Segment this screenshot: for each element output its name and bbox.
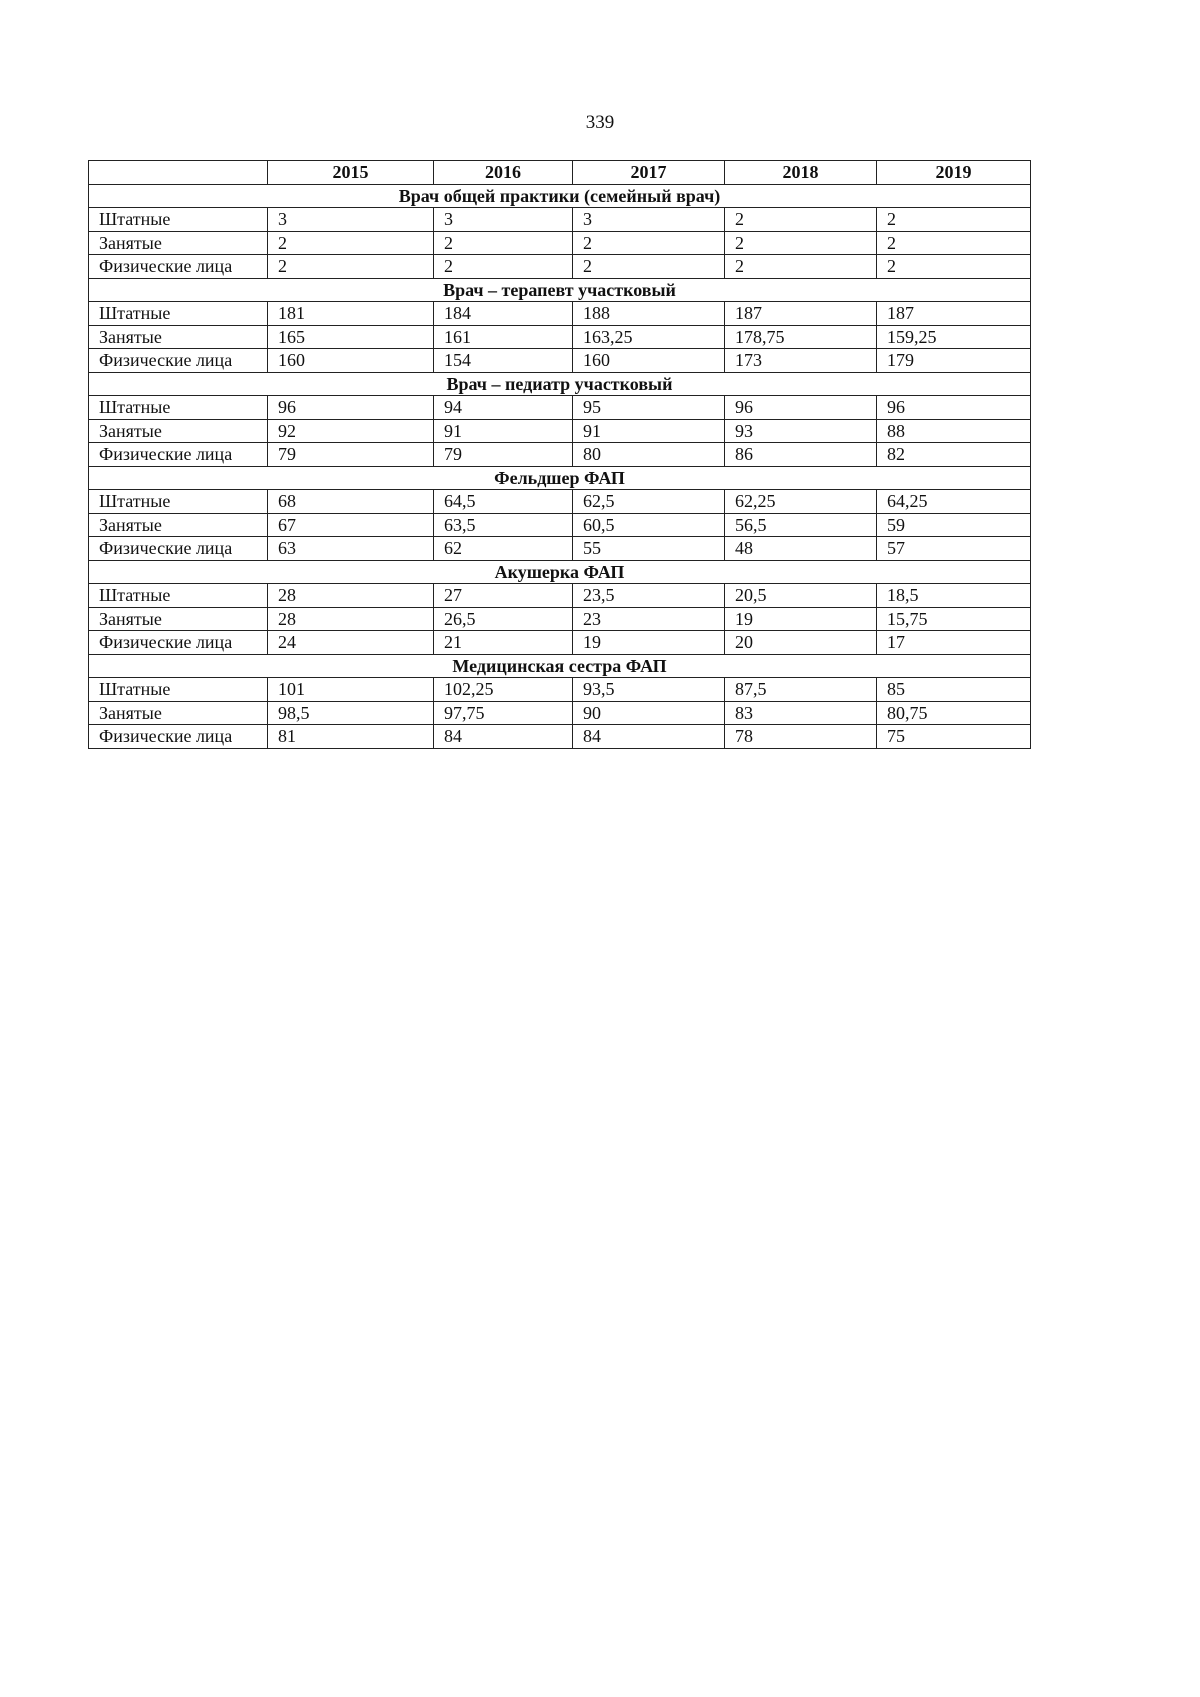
header-corner-cell [89,161,268,185]
table-row [89,208,1031,232]
value-cell: 2 [725,255,877,279]
value-cell: 67 [268,513,434,537]
table-row [89,443,1031,467]
table-header-row [89,161,1031,185]
value-cell: 2 [877,208,1031,232]
value-cell: 91 [434,419,573,443]
value-cell: 23,5 [573,584,725,608]
value-cell: 2 [877,231,1031,255]
value-cell: 62,5 [573,490,725,514]
value-cell: 160 [573,349,725,373]
value-cell: 184 [434,302,573,326]
value-cell: 26,5 [434,607,573,631]
year-header: 2015 [268,161,434,185]
value-cell: 159,25 [877,325,1031,349]
value-cell: 62 [434,537,573,561]
value-cell: 2 [434,231,573,255]
table-row [89,255,1031,279]
row-label: Штатные [89,584,268,608]
section-header-row [89,184,1031,208]
section-header-row [89,654,1031,678]
section-header-row [89,278,1031,302]
table-row [89,231,1031,255]
value-cell: 2 [573,231,725,255]
value-cell: 93 [725,419,877,443]
table-row [89,490,1031,514]
value-cell: 64,25 [877,490,1031,514]
value-cell: 18,5 [877,584,1031,608]
value-cell: 20,5 [725,584,877,608]
value-cell: 2 [268,255,434,279]
value-cell: 96 [877,396,1031,420]
value-cell: 178,75 [725,325,877,349]
table-body [89,184,1031,748]
value-cell: 60,5 [573,513,725,537]
value-cell: 187 [877,302,1031,326]
value-cell: 3 [268,208,434,232]
table-row [89,325,1031,349]
value-cell: 102,25 [434,678,573,702]
table-row [89,584,1031,608]
table-row [89,396,1031,420]
value-cell: 24 [268,631,434,655]
section-title: Фельдшер ФАП [89,466,1031,490]
row-label: Физические лица [89,349,268,373]
table-row [89,302,1031,326]
value-cell: 165 [268,325,434,349]
section-title: Медицинская сестра ФАП [89,654,1031,678]
value-cell: 82 [877,443,1031,467]
table-row [89,701,1031,725]
value-cell: 84 [434,725,573,749]
table-row [89,513,1031,537]
section-title: Врач общей практики (семейный врач) [89,184,1031,208]
page-number: 339 [585,112,615,133]
row-label: Занятые [89,607,268,631]
value-cell: 2 [573,255,725,279]
section-title: Акушерка ФАП [89,560,1031,584]
row-label: Штатные [89,490,268,514]
value-cell: 93,5 [573,678,725,702]
value-cell: 2 [268,231,434,255]
year-header: 2016 [434,161,573,185]
year-header: 2019 [877,161,1031,185]
value-cell: 161 [434,325,573,349]
value-cell: 15,75 [877,607,1031,631]
value-cell: 20 [725,631,877,655]
value-cell: 95 [573,396,725,420]
value-cell: 2 [725,231,877,255]
value-cell: 91 [573,419,725,443]
row-label: Занятые [89,325,268,349]
value-cell: 92 [268,419,434,443]
value-cell: 28 [268,584,434,608]
value-cell: 187 [725,302,877,326]
value-cell: 181 [268,302,434,326]
value-cell: 78 [725,725,877,749]
value-cell: 97,75 [434,701,573,725]
value-cell: 2 [877,255,1031,279]
value-cell: 28 [268,607,434,631]
row-label: Физические лица [89,725,268,749]
section-title: Врач – педиатр участковый [89,372,1031,396]
section-header-row [89,560,1031,584]
table-row [89,631,1031,655]
row-label: Занятые [89,231,268,255]
value-cell: 2 [725,208,877,232]
value-cell: 63,5 [434,513,573,537]
section-header-row [89,466,1031,490]
year-header: 2018 [725,161,877,185]
table-row [89,725,1031,749]
value-cell: 55 [573,537,725,561]
value-cell: 79 [434,443,573,467]
row-label: Физические лица [89,537,268,561]
value-cell: 19 [573,631,725,655]
value-cell: 85 [877,678,1031,702]
value-cell: 90 [573,701,725,725]
value-cell: 173 [725,349,877,373]
row-label: Физические лица [89,443,268,467]
year-header: 2017 [573,161,725,185]
row-label: Занятые [89,701,268,725]
section-title: Врач – терапевт участковый [89,278,1031,302]
value-cell: 23 [573,607,725,631]
value-cell: 87,5 [725,678,877,702]
value-cell: 94 [434,396,573,420]
value-cell: 64,5 [434,490,573,514]
value-cell: 21 [434,631,573,655]
row-label: Занятые [89,419,268,443]
value-cell: 3 [573,208,725,232]
row-label: Штатные [89,396,268,420]
value-cell: 63 [268,537,434,561]
value-cell: 79 [268,443,434,467]
table-row [89,537,1031,561]
row-label: Штатные [89,302,268,326]
value-cell: 98,5 [268,701,434,725]
value-cell: 84 [573,725,725,749]
value-cell: 48 [725,537,877,561]
value-cell: 88 [877,419,1031,443]
row-label: Штатные [89,678,268,702]
value-cell: 75 [877,725,1031,749]
value-cell: 160 [268,349,434,373]
value-cell: 83 [725,701,877,725]
value-cell: 179 [877,349,1031,373]
table-row [89,607,1031,631]
value-cell: 17 [877,631,1031,655]
row-label: Штатные [89,208,268,232]
table-row [89,678,1031,702]
value-cell: 96 [725,396,877,420]
section-header-row [89,372,1031,396]
table-row [89,419,1031,443]
value-cell: 62,25 [725,490,877,514]
value-cell: 3 [434,208,573,232]
row-label: Физические лица [89,631,268,655]
value-cell: 68 [268,490,434,514]
value-cell: 27 [434,584,573,608]
value-cell: 80,75 [877,701,1031,725]
value-cell: 80 [573,443,725,467]
value-cell: 57 [877,537,1031,561]
value-cell: 86 [725,443,877,467]
value-cell: 56,5 [725,513,877,537]
value-cell: 81 [268,725,434,749]
value-cell: 2 [434,255,573,279]
value-cell: 59 [877,513,1031,537]
value-cell: 188 [573,302,725,326]
row-label: Занятые [89,513,268,537]
value-cell: 96 [268,396,434,420]
staffing-table [88,160,1031,749]
value-cell: 101 [268,678,434,702]
value-cell: 19 [725,607,877,631]
table-row [89,349,1031,373]
value-cell: 163,25 [573,325,725,349]
value-cell: 154 [434,349,573,373]
row-label: Физические лица [89,255,268,279]
